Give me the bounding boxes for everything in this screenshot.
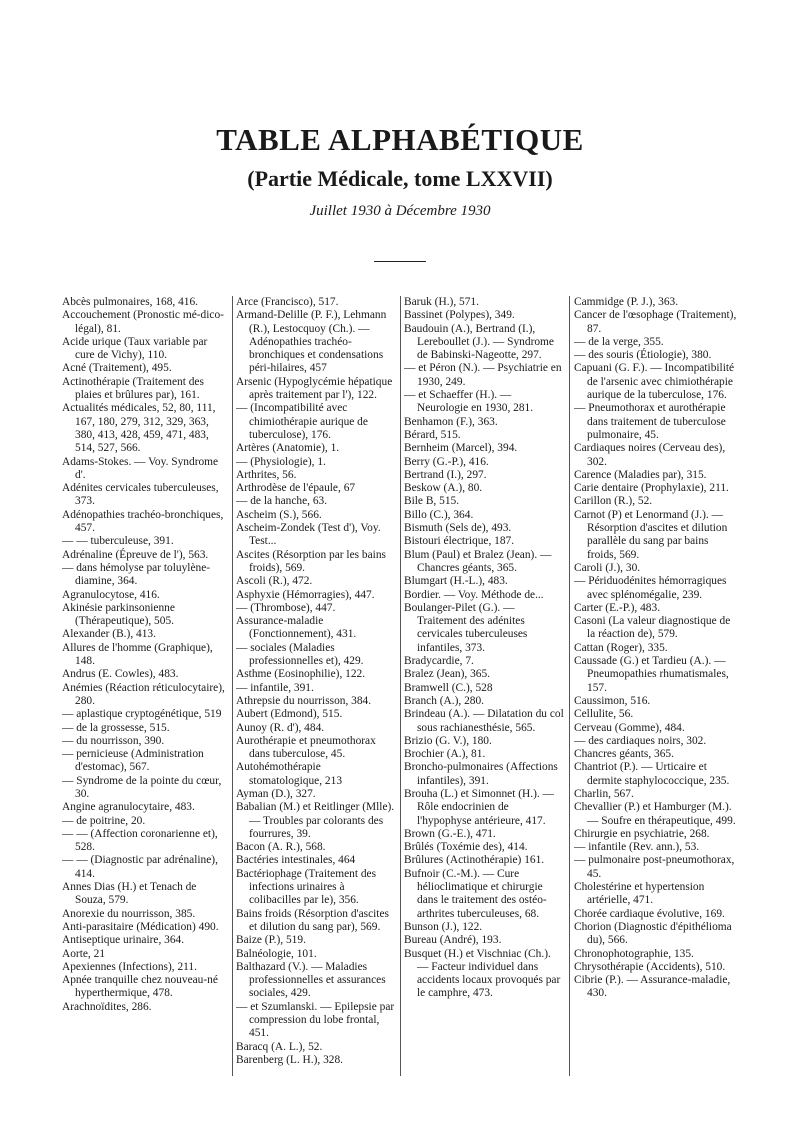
index-entry: — — tuberculeuse, 391. [62,535,174,548]
index-entry: Anémies (Réaction réticulocytaire), 280. [62,681,225,707]
index-entry: — et Péron (N.). — Psychiatrie en 1930, 249. [404,362,562,388]
index-entry: Balnéologie, 101. [236,947,317,960]
index-entry: — Pneumothorax et aurothérapie dans traitement de tuberculose pulmonaire, 45. [574,402,726,441]
index-entry: Broncho-pulmonaires (Affections infantiles), 391. [404,761,558,787]
index-entry: Aurothérapie et pneumothorax dans tuberculose, 45. [236,734,376,761]
index-entry: Bernheim (Marcel), 394. [404,442,518,455]
index-entry: Baudouin (A.), Bertrand (I.), Lereboullet (J.). — Syndrome de Babinski-Nageotte, 297. [404,322,554,362]
index-entry: Adénopathies trachéo-bronchiques, 457. [62,508,224,535]
index-entry: Anti-parasitaire (Médication) 490. [62,920,219,933]
index-entry: Aorte, 21 [62,947,106,960]
index-entry: Barenberg (L. H.), 328. [236,1053,344,1066]
index-entry: Blumgart (H.-L.), 483. [404,575,508,588]
index-entry: Allures de l'homme (Graphique), 148. [62,641,213,668]
index-entry: Babalian (M.) et Reitlinger (Mlle). — Troubles par colorants des fourrures, 39. [236,801,395,840]
index-entry: Brûlés (Toxémie des), 414. [404,841,528,854]
index-entry: Boulanger-Pilet (G.). — Traitement des adénites cervicales tuberculeuses infantiles, 373. [404,601,528,654]
index-entry: Cerveau (Gomme), 484. [574,721,685,734]
index-entry: Alexander (B.), 413. [62,628,156,641]
index-entry: Asthme (Eosinophilie), 122. [236,668,366,681]
index-entry: Akinésie parkinsonienne (Thérapeutique), 505. [62,601,175,628]
index-entry: — (Physiologie), 1. [236,455,326,468]
index-entry: — du nourrisson, 390. [62,734,165,747]
index-entry: Assurance-maladie (Fonctionnement), 431. [236,615,357,641]
index-entry: Cardiaques noires (Cerveau des), 302. [574,442,726,468]
index-entry: Brindeau (A.). — Dilatation du col sous rachianesthésie, 565. [404,708,564,734]
index-entry: Baracq (A. L.), 52. [236,1040,323,1053]
index-entry: Bramwell (C.), 528 [404,681,493,694]
index-entry: Arthrodèse de l'épaule, 67 [236,482,356,495]
index-entry: Arachnoïdites, 286. [62,1000,152,1013]
index-column-1 [62,296,228,1086]
index-column-4 [574,296,740,1086]
index-entry: — et Szumlanski. — Epilepsie par compression du lobe frontal, 451. [236,1000,395,1040]
index-entry: Chorion (Diagnostic d'épithélioma du), 566. [574,920,732,947]
index-column-2 [236,296,396,1086]
index-entry: — de poitrine, 20. [62,814,146,827]
index-entry: Chantriot (P.). — Urticaire et dermite staphylococcique, 235. [574,761,730,787]
index-entry: — infantile, 391. [236,681,314,694]
page-title: TABLE ALPHABÉTIQUE [216,122,584,157]
index-entry: Actualités médicales, 52, 80, 111, 167, 180, 279, 312, 329, 363, 380, 413, 428, 459, 471, 483, 514, 527, 566. [62,402,216,455]
index-entry: — et Schaeffer (H.). — Neurologie en 1930, 281. [404,389,534,415]
index-entry: Blum (Paul) et Bralez (Jean). — Chancres géants, 365. [404,548,552,574]
index-entry: Actinothérapie (Traitement des plaies et brûlures par), 161. [62,375,204,402]
index-entry: Adénites cervicales tuberculeuses, 373. [62,482,219,508]
index-entry: — des cardiaques noirs, 302. [574,734,707,747]
index-entry: Caussade (G.) et Tardieu (A.). — Pneumopathies rhumatismales, 157. [574,655,729,694]
index-entry: Bradycardie, 7. [404,655,474,668]
index-entry: Arthrites, 56. [236,468,297,481]
index-entry: Cellulite, 56. [574,708,634,721]
index-entry: Brown (G.-E.), 471. [404,827,496,840]
index-entry: Ascheim (S.), 566. [236,508,322,521]
index-entry: Cattan (Roger), 335. [574,641,668,654]
index-entry: Ascites (Résorption par les bains froids), 569. [236,548,386,574]
index-entry: Arce (Francisco), 517. [236,296,339,308]
index-entry: — sociales (Maladies professionnelles et), 429. [236,641,364,668]
date-range: Juillet 1930 à Décembre 1930 [309,203,491,219]
index-entry: Carter (E.-P.), 483. [574,601,661,614]
index-entry: Billo (C.), 364. [404,508,474,521]
index-entry: Balthazard (V.). — Maladies professionnelles et assurances sociales, 429. [236,960,386,1000]
index-entry: Aunoy (R. d'), 484. [236,721,325,734]
index-entry: Bertrand (I.), 297. [404,468,487,481]
index-entry: Apexiennes (Infections), 211. [62,960,197,973]
index-entry: — pulmonaire post-pneumothorax, 45. [574,854,735,880]
index-entry: Cammidge (P. J.), 363. [574,296,679,308]
index-entry: Brochier (A.), 81. [404,748,486,761]
index-entry: Accouchement (Pronostic mé-dico-légal), 81. [62,309,224,335]
index-entry: — dans hémolyse par toluylène-diamine, 364. [62,561,211,588]
index-entry: — infantile (Rev. ann.), 53. [574,841,700,854]
index-entry: Ayman (D.), 327. [236,787,316,800]
index-entry: Beskow (A.), 80. [404,482,483,495]
index-entry: Acné (Traitement), 495. [62,362,172,375]
index-entry: — — (Diagnostic par adrénaline), 414. [62,854,218,880]
index-entry: Athrepsie du nourrisson, 384. [236,694,372,707]
index-entry: — Syndrome de la pointe du cœur, 30. [62,774,222,800]
index-entry: Asphyxie (Hémorragies), 447. [236,588,375,601]
index-entry: Chancres géants, 365. [574,748,674,761]
index-entry: Anorexie du nourrisson, 385. [62,907,196,920]
index-entry: Bactéries intestinales, 464 [236,854,356,867]
index-entry: Bufnoir (C.-M.). — Cure hélioclimatique et chirurgie dans le traitement des ostéo-arthrites tuberculeuses, 68. [404,867,547,920]
index-entry: — — (Affection coronarienne et), 528. [62,827,218,854]
index-entry: Adams-Stokes. — Voy. Syndrome d'. [62,455,219,481]
index-entry: Casoni (La valeur diagnostique de la réaction de), 579. [574,615,731,641]
index-entry: Bacon (A. R.), 568. [236,841,326,854]
column-divider [569,296,570,1076]
index-entry: Brizio (G. V.), 180. [404,734,492,747]
index-entry: Carie dentaire (Prophylaxie), 211. [574,482,729,495]
index-entry: Brûlures (Actinothérapie) 161. [404,854,545,867]
index-entry: Agranulocytose, 416. [62,588,160,601]
index-entry: Bismuth (Sels de), 493. [404,522,512,535]
index-entry: Carillon (R.), 52. [574,495,653,508]
index-entry: Antiseptique urinaire, 364. [62,934,185,947]
index-entry: — des souris (Étiologie), 380. [574,349,712,362]
index-entry: Brouha (L.) et Simonnet (H.). — Rôle endocrinien de l'hypophyse antérieure, 417. [404,787,554,827]
index-entry: Bralez (Jean), 365. [404,668,491,681]
index-entry: Chrysothérapie (Accidents), 510. [574,960,726,973]
index-entry: Chorée cardiaque évolutive, 169. [574,907,725,920]
index-entry: Adrénaline (Épreuve de l'), 563. [62,548,209,561]
index-entry: Baize (P.), 519. [236,934,306,947]
index-entry: Caroli (J.), 30. [574,561,641,574]
index-entry: Bunson (J.), 122. [404,920,483,933]
index-column-3 [404,296,564,1086]
index-entry: Bistouri électrique, 187. [404,535,515,548]
index-entry: Carnot (P) et Lenormand (J.). — Résorption d'ascites et dilution parallèle du sang par bains froids, 569. [574,508,728,561]
index-entry: Busquet (H.) et Vischniac (Ch.). — Facteur individuel dans accidents locaux provoqués par le camphre, 473. [404,947,561,1000]
index-entry: Cholestérine et hypertension artérielle, 471. [574,881,705,907]
index-entry: Bordier. — Voy. Méthode de... [404,588,544,601]
index-entry: Acide urique (Taux variable par cure de Vichy), 110. [62,335,208,362]
index-entry: Cancer de l'œsophage (Traitement), 87. [574,309,737,335]
index-entry: Chevallier (P.) et Hamburger (M.). — Soufre en thérapeutique, 499. [574,801,736,827]
index-entry: — aplastique cryptogénétique, 519 [62,708,222,721]
index-entry: Benhamon (F.), 363. [404,415,498,428]
index-entry: Arsenic (Hypoglycémie hépatique après traitement par l'), 122. [236,375,393,402]
index-entry: — de la hanche, 63. [236,495,328,508]
index-entry: — Périduodénites hémorragiques avec splénomégalie, 239. [574,575,727,601]
page-subtitle: (Partie Médicale, tome LXXVII) [247,166,553,191]
index-entry: — (Incompatibilité avec chimiothérapie aurique de tuberculose), 176. [236,402,368,441]
index-entry: Autohémothérapie stomatologique, 213 [236,761,343,787]
index-entry: Chirurgie en psychiatrie, 268. [574,827,710,840]
index-entry: — de la grossesse, 515. [62,721,170,734]
index-entry: Capuani (G. F.). — Incompatibilité de l'arsenic avec chimiothérapie aurique de la tuberculose, 176. [574,362,735,402]
index-entry: Charlin, 567. [574,787,634,800]
index-entry: Abcès pulmonaires, 168, 416. [62,296,199,308]
index-entry: Bains froids (Résorption d'ascites et dilution du sang par), 569. [236,907,389,933]
index-entry: Bassinet (Polypes), 349. [404,309,515,322]
index-entry: Ascheim-Zondek (Test d'), Voy. Test... [236,522,381,548]
index-entry: Artères (Anatomie), 1. [236,442,340,455]
index-entry: Bile B, 515. [404,495,460,508]
index-entry: — de la verge, 355. [574,335,664,348]
index-entry: Annes Dias (H.) et Tenach de Souza, 579. [62,881,197,907]
index-entry: Bureau (André), 193. [404,934,502,947]
index-entry: Caussimon, 516. [574,694,651,707]
index-entry: Berry (G.-P.), 416. [404,455,489,468]
column-divider [232,296,233,1076]
index-entry: Armand-Delille (P. F.), Lehmann (R.), Lestocquoy (Ch.). — Adénopathies trachéo-bronchiques et condensations péri-hilaires, 457 [236,309,387,375]
index-entry: Aubert (Edmond), 515. [236,708,343,721]
index-entry: Bactériophage (Traitement des infections urinaires à colibacilles par le), 356. [236,867,377,907]
title-rule [374,261,426,262]
index-entry: Baruk (H.), 571. [404,296,479,308]
index-entry: Cibrie (P.). — Assurance-maladie, 430. [574,974,731,1000]
index-entry: Chronophotographie, 135. [574,947,694,960]
index-entry: Ascoli (R.), 472. [236,575,313,588]
index-entry: — (Thrombose), 447. [236,601,336,614]
index-entry: Apnée tranquille chez nouveau-né hyperthermique, 478. [62,974,218,1000]
index-entry: Andrus (E. Cowles), 483. [62,668,179,681]
index-entry: — pernicieuse (Administration d'estomac), 567. [62,748,204,774]
index-entry: Carence (Maladies par), 315. [574,468,707,481]
index-entry: Branch (A.), 280. [404,694,485,707]
index-entry: Bérard, 515. [404,428,461,441]
column-divider [400,296,401,1076]
index-entry: Angine agranulocytaire, 483. [62,801,195,814]
